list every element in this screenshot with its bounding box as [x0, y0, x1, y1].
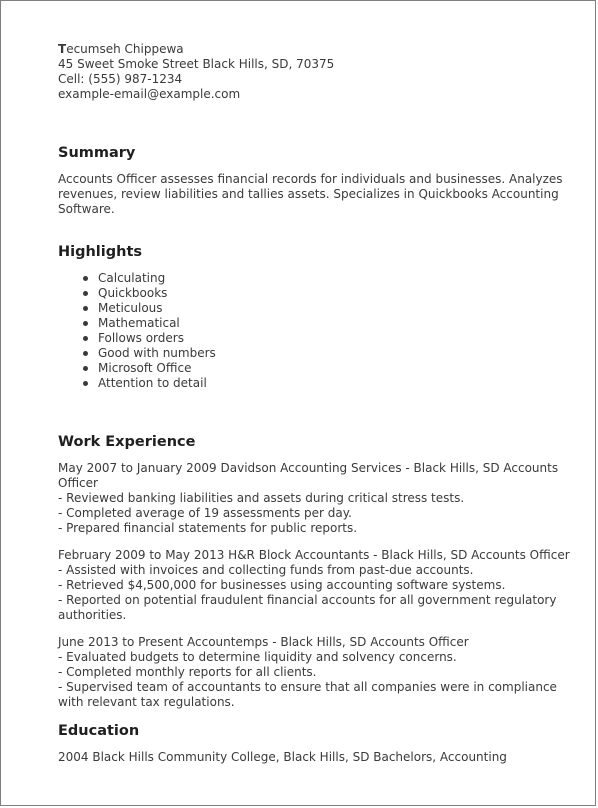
- bullet-icon: [83, 321, 88, 326]
- highlight-text: Quickbooks: [98, 286, 168, 300]
- education-title: Education: [58, 723, 140, 739]
- summary-section: [58, 144, 578, 217]
- highlight-text: Good with numbers: [98, 346, 216, 360]
- contact-block: [58, 42, 578, 102]
- contact-address: 45 Sweet Smoke Street Black Hills, SD, 70375: [58, 57, 335, 71]
- bullet-icon: [83, 336, 88, 341]
- highlights-title: Highlights: [58, 244, 143, 260]
- job-duty: - Retrieved $4,500,000 for businesses using accounting software systems.: [58, 578, 506, 592]
- job-entry: [58, 461, 578, 536]
- summary-title: Summary: [58, 145, 136, 161]
- highlight-item: [98, 286, 578, 301]
- job-header: June 2013 to Present Accountemps - Black Hills, SD Accounts Officer: [58, 635, 469, 649]
- highlight-text: Meticulous: [98, 301, 163, 315]
- job-header: February 2009 to May 2013 H&R Block Accountants - Black Hills, SD Accounts Officer: [58, 548, 570, 562]
- highlight-text: Microsoft Office: [98, 361, 192, 375]
- contact-cell: Cell: (555) 987-1234: [58, 72, 183, 86]
- bullet-icon: [83, 306, 88, 311]
- highlight-item: [98, 331, 578, 346]
- highlight-text: Calculating: [98, 271, 166, 285]
- highlight-item: [98, 301, 578, 316]
- job-entry: [58, 548, 578, 623]
- highlight-item: [98, 376, 578, 391]
- job-duty: - Completed monthly reports for all clients.: [58, 665, 317, 679]
- work-experience-title: Work Experience: [58, 434, 196, 450]
- highlight-item: [98, 346, 578, 361]
- highlight-text: Mathematical: [98, 316, 180, 330]
- summary-text: Accounts Officer assesses financial records for individuals and businesses. Analyzes revenues, review liabilities and tallies assets. Specializes in Quickbooks Accounting Software.: [58, 172, 563, 216]
- job-duty: - Completed average of 19 assessments per day.: [58, 506, 352, 520]
- highlight-item: [98, 271, 578, 286]
- bullet-icon: [83, 291, 88, 296]
- job-duty: - Supervised team of accountants to ensure that all companies were in compliance with relevant tax regulations.: [58, 680, 557, 709]
- bullet-icon: [83, 381, 88, 386]
- job-duty: - Prepared financial statements for public reports.: [58, 521, 358, 535]
- job-duty: - Assisted with invoices and collecting funds from past-due accounts.: [58, 563, 474, 577]
- job-duty: - Evaluated budgets to determine liquidity and solvency concerns.: [58, 650, 457, 664]
- highlight-item: [98, 361, 578, 376]
- job-entry: [58, 635, 578, 710]
- education-text: 2004 Black Hills Community College, Black Hills, SD Bachelors, Accounting: [58, 750, 507, 764]
- highlight-text: Follows orders: [98, 331, 184, 345]
- bullet-icon: [83, 276, 88, 281]
- education-section: [58, 722, 578, 765]
- bullet-icon: [83, 366, 88, 371]
- resume-content: [58, 42, 578, 764]
- highlight-text: Attention to detail: [98, 376, 207, 390]
- bullet-icon: [83, 351, 88, 356]
- job-duty: - Reported on potential fraudulent financial accounts for all government regulatory authorities.: [58, 593, 557, 622]
- highlights-section: [58, 243, 578, 391]
- highlights-list: [58, 271, 578, 391]
- highlight-item: [98, 316, 578, 331]
- job-header: May 2007 to January 2009 Davidson Accounting Services - Black Hills, SD Accounts Officer: [58, 461, 559, 490]
- contact-name: Tecumseh Chippewa: [58, 42, 184, 56]
- work-experience-section: [58, 433, 578, 710]
- contact-email: example-email@example.com: [58, 87, 241, 101]
- job-duty: - Reviewed banking liabilities and assets during critical stress tests.: [58, 491, 465, 505]
